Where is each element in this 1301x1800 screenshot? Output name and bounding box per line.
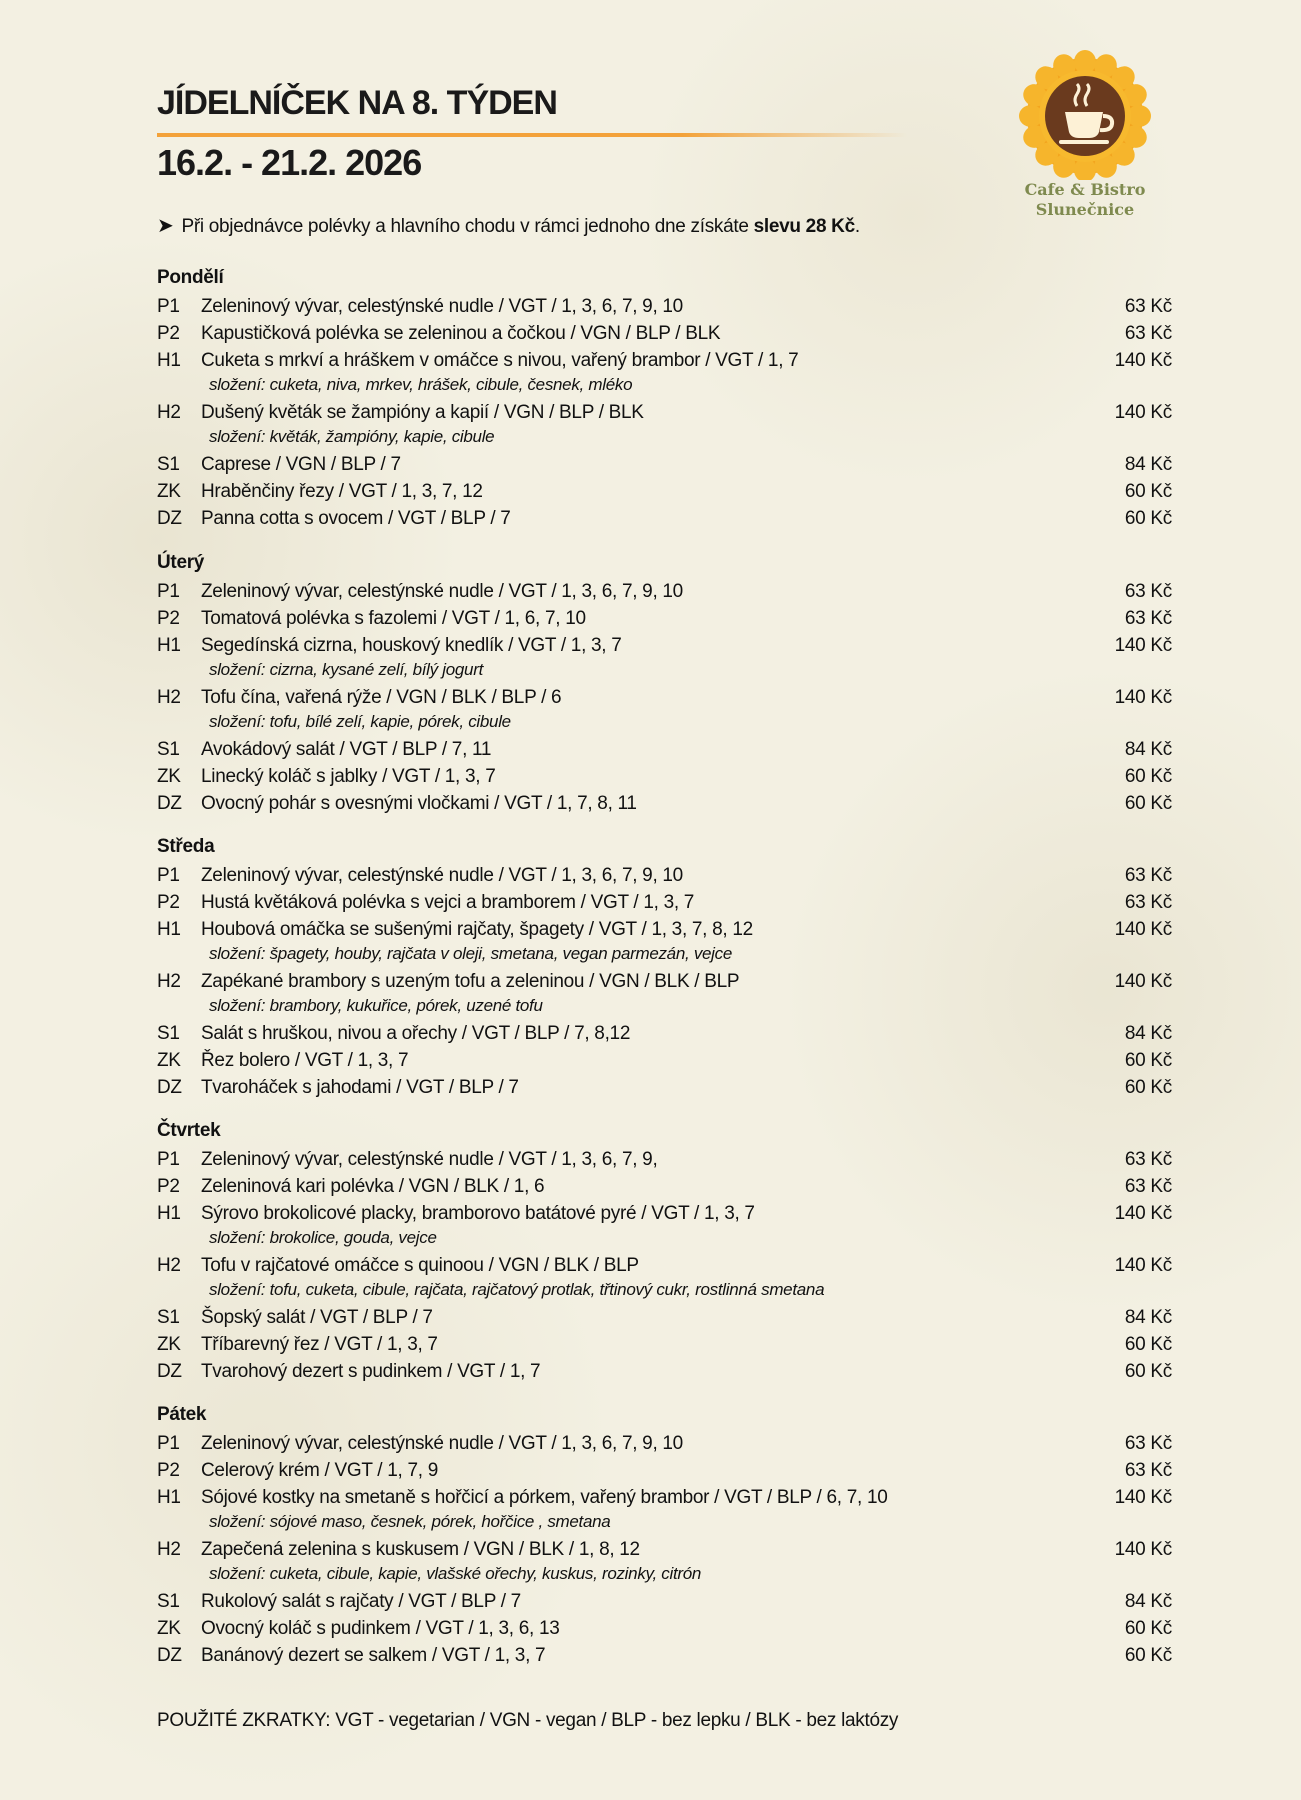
- menu-item: [157, 1457, 1172, 1484]
- dish-name: Caprese / VGN / BLP / 7: [201, 454, 401, 475]
- item-code: P2: [157, 1176, 180, 1197]
- dish-name: Tříbarevný řez / VGT / 1, 3, 7: [201, 1334, 438, 1355]
- title-underline: [157, 133, 907, 137]
- item-code: S1: [157, 454, 180, 475]
- menu-item: [157, 320, 1172, 347]
- item-code: ZK: [157, 1050, 181, 1071]
- dish-name: Zeleninová kari polévka / VGN / BLK / 1, 6: [201, 1176, 545, 1197]
- item-price: 60 Kč: [1124, 1361, 1172, 1382]
- item-code: P1: [157, 1149, 180, 1170]
- dish-name: Kapustičková polévka se zeleninou a čočkou / VGN / BLP / BLK: [201, 323, 721, 344]
- dish-composition: složení: tofu, cuketa, cibule, rajčata, rajčatový protlak, třtinový cukr, rostlinná smetana: [209, 1280, 825, 1299]
- sunflower-coffee-icon: [1015, 50, 1155, 180]
- dish-name: Tofu čína, vařená rýže / VGN / BLK / BLP / 6: [201, 687, 562, 708]
- dish-name: Celerový krém / VGT / 1, 7, 9: [201, 1460, 438, 1481]
- dish-name: Zeleninový vývar, celestýnské nudle / VGT / 1, 3, 6, 7, 9, 10: [201, 581, 683, 602]
- menu-item: [157, 1020, 1172, 1047]
- menu-item: [157, 1536, 1172, 1563]
- dish-name: Tomatová polévka s fazolemi / VGT / 1, 6, 7, 10: [201, 608, 586, 629]
- item-price: 60 Kč: [1124, 508, 1172, 529]
- item-code: P2: [157, 892, 180, 913]
- item-price: 63 Kč: [1124, 608, 1172, 629]
- item-price: 63 Kč: [1124, 865, 1172, 886]
- item-code: P1: [157, 296, 180, 317]
- menu-item: [157, 916, 1172, 943]
- item-code: S1: [157, 1307, 180, 1328]
- item-code: P2: [157, 608, 180, 629]
- menu-item: [157, 684, 1172, 711]
- item-price: 60 Kč: [1124, 1077, 1172, 1098]
- menu-item: [157, 1642, 1172, 1669]
- dish-name: Hraběnčiny řezy / VGT / 1, 3, 7, 12: [201, 481, 483, 502]
- item-price: 140 Kč: [1114, 402, 1172, 423]
- dish-composition: složení: špagety, houby, rajčata v oleji, smetana, vegan parmezán, vejce: [209, 944, 733, 963]
- menu-item: [157, 399, 1172, 426]
- item-code: S1: [157, 1023, 180, 1044]
- item-price: 140 Kč: [1114, 1539, 1172, 1560]
- item-price: 63 Kč: [1124, 1176, 1172, 1197]
- menu-item: [157, 293, 1172, 320]
- item-code: DZ: [157, 1645, 182, 1666]
- menu-item: [157, 790, 1172, 817]
- day-heading: Úterý: [157, 552, 205, 573]
- item-code: H1: [157, 1203, 181, 1224]
- menu-item: [157, 1146, 1172, 1173]
- dish-name: Zapékané brambory s uzeným tofu a zeleninou / VGN / BLK / BLP: [201, 971, 740, 992]
- menu-item: [157, 505, 1172, 532]
- item-price: 63 Kč: [1124, 296, 1172, 317]
- menu-item: [157, 347, 1172, 374]
- dish-composition: složení: brambory, kukuřice, pórek, uzené tofu: [209, 996, 543, 1015]
- dish-name: Zeleninový vývar, celestýnské nudle / VGT / 1, 3, 6, 7, 9, 10: [201, 1433, 683, 1454]
- dish-name: Banánový dezert se salkem / VGT / 1, 3, 7: [201, 1645, 546, 1666]
- menu-item: [157, 736, 1172, 763]
- item-code: P1: [157, 581, 180, 602]
- day-heading: Středa: [157, 836, 215, 857]
- dish-composition: složení: brokolice, gouda, vejce: [209, 1228, 437, 1247]
- menu-item: [157, 632, 1172, 659]
- item-code: S1: [157, 1591, 180, 1612]
- dish-composition: složení: cuketa, cibule, kapie, vlašské ořechy, kuskus, rozinky, citrón: [209, 1564, 702, 1583]
- menu-item: [157, 1430, 1172, 1457]
- dish-name: Sójové kostky na smetaně s hořčicí a pórkem, vařený brambor / VGT / BLP / 6, 7, 10: [201, 1487, 888, 1508]
- item-price: 84 Kč: [1124, 454, 1172, 475]
- item-code: H1: [157, 919, 181, 940]
- dish-name: Zeleninový vývar, celestýnské nudle / VGT / 1, 3, 6, 7, 9, 10: [201, 865, 683, 886]
- menu-item: [157, 1358, 1172, 1385]
- dish-name: Avokádový salát / VGT / BLP / 7, 11: [201, 739, 492, 760]
- dish-composition: složení: tofu, bílé zelí, kapie, pórek, cibule: [209, 712, 511, 731]
- item-code: DZ: [157, 793, 182, 814]
- item-price: 63 Kč: [1124, 1433, 1172, 1454]
- dish-name: Panna cotta s ovocem / VGT / BLP / 7: [201, 508, 511, 529]
- item-price: 60 Kč: [1124, 793, 1172, 814]
- item-price: 140 Kč: [1114, 919, 1172, 940]
- dish-name: Tvaroháček s jahodami / VGT / BLP / 7: [201, 1077, 519, 1098]
- item-price: 84 Kč: [1124, 1023, 1172, 1044]
- item-price: 60 Kč: [1124, 1618, 1172, 1639]
- item-price: 140 Kč: [1114, 635, 1172, 656]
- item-price: 60 Kč: [1124, 766, 1172, 787]
- dish-name: Zeleninový vývar, celestýnské nudle / VGT / 1, 3, 6, 7, 9,: [201, 1149, 658, 1170]
- logo-line-1: Cafe & Bistro: [1024, 180, 1146, 199]
- menu-item: [157, 1588, 1172, 1615]
- item-code: P1: [157, 1433, 180, 1454]
- menu-item: [157, 862, 1172, 889]
- dish-name: Ovocný koláč s pudinkem / VGT / 1, 3, 6, 13: [201, 1618, 560, 1639]
- menu-item: [157, 1173, 1172, 1200]
- menu-item: [157, 1615, 1172, 1642]
- item-code: H2: [157, 1539, 181, 1560]
- day-heading: Čtvrtek: [157, 1120, 221, 1141]
- item-code: H2: [157, 971, 181, 992]
- item-code: ZK: [157, 1618, 181, 1639]
- promo-text: Při objednávce polévky a hlavního chodu v rámci jednoho dne získáte: [181, 216, 754, 237]
- promo-discount: slevu 28 Kč: [753, 216, 855, 237]
- abbreviations-legend: POUŽITÉ ZKRATKY: VGT - vegetarian / VGN - vegan / BLP - bez lepku / BLK - bez laktózy: [157, 1710, 899, 1731]
- item-price: 63 Kč: [1124, 323, 1172, 344]
- menu-item: [157, 451, 1172, 478]
- item-price: 63 Kč: [1124, 581, 1172, 602]
- discount-note: [157, 213, 860, 238]
- dish-name: Sýrovo brokolicové placky, bramborovo batátové pyré / VGT / 1, 3, 7: [201, 1203, 755, 1224]
- day-section: [157, 1116, 1172, 1385]
- dish-name: Hustá květáková polévka s vejci a bramborem / VGT / 1, 3, 7: [201, 892, 695, 913]
- item-code: H2: [157, 1255, 181, 1276]
- dish-composition: složení: cizrna, kysané zelí, bílý jogurt: [209, 660, 483, 679]
- menu-item: [157, 1304, 1172, 1331]
- item-code: H1: [157, 1487, 181, 1508]
- item-price: 140 Kč: [1114, 1203, 1172, 1224]
- menu-item: [157, 763, 1172, 790]
- menu-item: [157, 478, 1172, 505]
- date-range: 16.2. - 21.2. 2026: [157, 142, 422, 183]
- item-price: 140 Kč: [1114, 687, 1172, 708]
- menu-item: [157, 605, 1172, 632]
- dish-name: Segedínská cizrna, houskový knedlík / VGT / 1, 3, 7: [201, 635, 622, 656]
- item-price: 84 Kč: [1124, 1591, 1172, 1612]
- day-section: [157, 832, 1172, 1101]
- menu-item: [157, 889, 1172, 916]
- item-code: P2: [157, 1460, 180, 1481]
- day-section: [157, 1400, 1172, 1669]
- dish-name: Řez bolero / VGT / 1, 3, 7: [201, 1050, 409, 1071]
- menu-item: [157, 968, 1172, 995]
- dish-name: Zapečená zelenina s kuskusem / VGN / BLK / 1, 8, 12: [201, 1539, 640, 1560]
- day-heading: Pátek: [157, 1404, 207, 1425]
- item-code: H1: [157, 635, 181, 656]
- menu-item: [157, 1252, 1172, 1279]
- item-price: 60 Kč: [1124, 1050, 1172, 1071]
- item-code: DZ: [157, 1077, 182, 1098]
- item-code: ZK: [157, 481, 181, 502]
- item-price: 84 Kč: [1124, 1307, 1172, 1328]
- item-price: 60 Kč: [1124, 481, 1172, 502]
- arrow-icon: ➤: [157, 215, 174, 237]
- menu-item: [157, 1047, 1172, 1074]
- menu-item: [157, 1200, 1172, 1227]
- item-code: ZK: [157, 766, 181, 787]
- menu-item: [157, 1331, 1172, 1358]
- bistro-logo: [1015, 50, 1155, 230]
- dish-name: Tvarohový dezert s pudinkem / VGT / 1, 7: [201, 1361, 541, 1382]
- menu-item: [157, 1484, 1172, 1511]
- day-heading: Pondělí: [157, 267, 224, 288]
- dish-name: Ovocný pohár s ovesnými vločkami / VGT / 1, 7, 8, 11: [201, 793, 637, 814]
- item-price: 140 Kč: [1114, 350, 1172, 371]
- dish-composition: složení: cuketa, niva, mrkev, hrášek, cibule, česnek, mléko: [209, 375, 633, 394]
- dish-name: Dušený květák se žampióny a kapií / VGN / BLP / BLK: [201, 402, 644, 423]
- dish-name: Cuketa s mrkví a hráškem v omáčce s nivou, vařený brambor / VGT / 1, 7: [201, 350, 799, 371]
- item-code: ZK: [157, 1334, 181, 1355]
- day-section: [157, 548, 1172, 817]
- dish-name: Zeleninový vývar, celestýnské nudle / VGT / 1, 3, 6, 7, 9, 10: [201, 296, 683, 317]
- item-code: H2: [157, 402, 181, 423]
- item-price: 140 Kč: [1114, 1487, 1172, 1508]
- item-price: 60 Kč: [1124, 1334, 1172, 1355]
- item-price: 60 Kč: [1124, 1645, 1172, 1666]
- item-price: 63 Kč: [1124, 892, 1172, 913]
- day-section: [157, 263, 1172, 532]
- item-price: 63 Kč: [1124, 1460, 1172, 1481]
- dish-composition: složení: sójové maso, česnek, pórek, hořčice , smetana: [209, 1512, 611, 1531]
- dish-name: Tofu v rajčatové omáčce s quinoou / VGN / BLK / BLP: [201, 1255, 639, 1276]
- item-code: P1: [157, 865, 180, 886]
- item-price: 140 Kč: [1114, 971, 1172, 992]
- promo-end: .: [854, 216, 860, 237]
- item-code: DZ: [157, 508, 182, 529]
- logo-text: [1015, 180, 1155, 220]
- item-code: P2: [157, 323, 180, 344]
- logo-line-2: Slunečnice: [1035, 200, 1135, 219]
- item-code: H2: [157, 687, 181, 708]
- dish-name: Linecký koláč s jablky / VGT / 1, 3, 7: [201, 766, 496, 787]
- menu-item: [157, 578, 1172, 605]
- item-price: 84 Kč: [1124, 739, 1172, 760]
- item-price: 63 Kč: [1124, 1149, 1172, 1170]
- item-code: DZ: [157, 1361, 182, 1382]
- dish-name: Rukolový salát s rajčaty / VGT / BLP / 7: [201, 1591, 521, 1612]
- dish-name: Šopský salát / VGT / BLP / 7: [201, 1307, 433, 1328]
- item-code: H1: [157, 350, 181, 371]
- menu-item: [157, 1074, 1172, 1101]
- item-code: S1: [157, 739, 180, 760]
- dish-name: Salát s hruškou, nivou a ořechy / VGT / BLP / 7, 8,12: [201, 1023, 631, 1044]
- page-title: JÍDELNÍČEK NA 8. TÝDEN: [157, 84, 557, 122]
- item-price: 140 Kč: [1114, 1255, 1172, 1276]
- dish-composition: složení: květák, žampióny, kapie, cibule: [209, 427, 495, 446]
- dish-name: Houbová omáčka se sušenými rajčaty, špagety / VGT / 1, 3, 7, 8, 12: [201, 919, 753, 940]
